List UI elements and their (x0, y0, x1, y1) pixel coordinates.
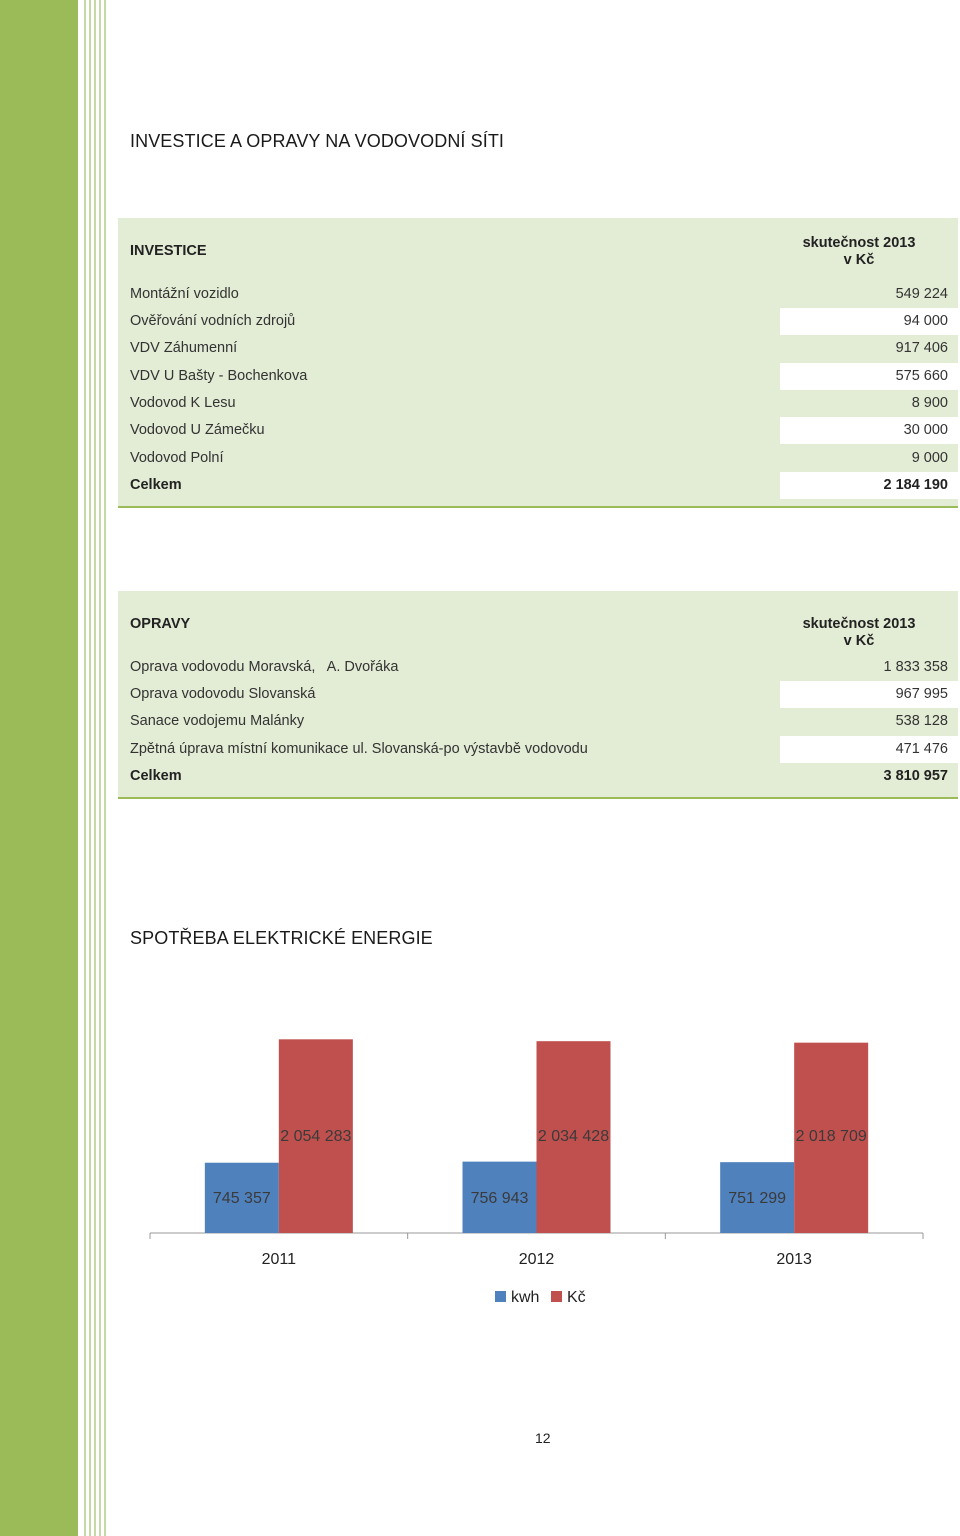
data-label: 756 943 (470, 1190, 529, 1207)
legend-label: Kč (567, 1289, 586, 1306)
row-label: Montážní vozidlo (130, 286, 239, 302)
opravy-heading: OPRAVY (130, 616, 191, 632)
page-number: 12 (535, 1430, 551, 1446)
row-value: 471 476 (895, 741, 948, 757)
section-title-investice-opravy: INVESTICE A OPRAVY NA VODOVODNÍ SÍTI (130, 131, 505, 151)
data-label: 751 299 (728, 1190, 787, 1207)
decor-stripe (94, 0, 96, 1536)
table-row (118, 681, 958, 708)
column-header-line: v Kč (843, 633, 875, 649)
row-value: 575 660 (895, 368, 948, 384)
table-row (118, 363, 958, 390)
table-total-row (118, 472, 958, 499)
opravy-column-header (794, 616, 924, 650)
category-label: 2011 (261, 1251, 297, 1268)
table-row (118, 417, 958, 444)
total-label: Celkem (130, 477, 182, 493)
row-label: VDV Záhumenní (130, 340, 238, 356)
row-value: 1 833 358 (883, 659, 948, 675)
energy-bar-chart (130, 1010, 940, 1320)
data-label: 2 018 709 (795, 1128, 867, 1145)
total-value: 2 184 190 (883, 477, 948, 493)
investice-heading: INVESTICE (130, 243, 207, 259)
row-value: 94 000 (903, 313, 948, 329)
data-label: 745 357 (212, 1190, 271, 1207)
row-label: Ověřování vodních zdrojů (130, 313, 296, 329)
table-row (118, 390, 958, 417)
sidebar-band (0, 0, 78, 1536)
row-label: Sanace vodojemu Malánky (130, 713, 305, 729)
decor-stripe (84, 0, 86, 1536)
table-row (118, 654, 958, 681)
total-label: Celkem (130, 768, 182, 784)
category-label: 2013 (776, 1251, 812, 1268)
row-label: Oprava vodovodu Slovanská (130, 686, 316, 702)
decor-stripe (99, 0, 101, 1536)
column-header-line: skutečnost 2013 (802, 235, 916, 251)
row-value: 917 406 (895, 340, 948, 356)
row-value: 9 000 (911, 450, 948, 466)
decor-stripe (104, 0, 106, 1536)
opravy-table (118, 591, 958, 799)
column-header-line: skutečnost 2013 (802, 616, 916, 632)
decor-stripe (89, 0, 91, 1536)
row-value: 967 995 (895, 686, 948, 702)
investice-table (118, 218, 958, 508)
total-value: 3 810 957 (883, 768, 948, 784)
row-label: Zpětná úprava místní komunikace ul. Slovanská-po výstavbě vodovodu (130, 741, 588, 757)
row-label: Vodovod U Zámečku (130, 422, 265, 438)
section-title-spotreba: SPOTŘEBA ELEKTRICKÉ ENERGIE (130, 928, 433, 948)
row-value: 549 224 (895, 286, 948, 302)
row-label: VDV U Bašty - Bochenkova (130, 368, 308, 384)
row-label: Oprava vodovodu Moravská, A. Dvořáka (130, 659, 399, 675)
row-label: Vodovod Polní (130, 450, 224, 466)
table-total-row (118, 763, 958, 790)
legend-swatch-Kč (551, 1291, 562, 1302)
table-row (118, 281, 958, 308)
table-row (118, 335, 958, 362)
data-label: 2 034 428 (537, 1128, 610, 1145)
investice-column-header (794, 235, 924, 269)
category-label: 2012 (518, 1251, 555, 1268)
legend-label: kwh (511, 1289, 540, 1306)
row-label: Vodovod K Lesu (130, 395, 236, 411)
table-row (118, 708, 958, 735)
row-value: 30 000 (903, 422, 948, 438)
row-value: 538 128 (895, 713, 948, 729)
table-row (118, 308, 958, 335)
table-row (118, 736, 958, 763)
data-label: 2 054 283 (280, 1128, 352, 1145)
table-row (118, 445, 958, 472)
row-value: 8 900 (911, 395, 948, 411)
column-header-line: v Kč (843, 252, 875, 268)
legend-swatch-kwh (495, 1291, 506, 1302)
